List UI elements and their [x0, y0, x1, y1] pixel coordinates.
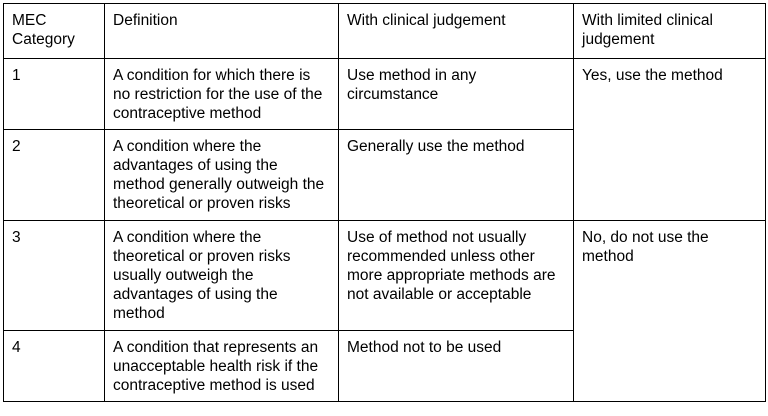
category-cell: 4 — [4, 331, 105, 402]
header-with-limited-clinical-judgement: With limited clinical judgement — [574, 4, 766, 59]
clinical-judgement-cell: Generally use the method — [339, 130, 574, 221]
category-cell: 1 — [4, 59, 105, 130]
mec-category-table — [3, 3, 766, 402]
header-mec-category: MEC Category — [4, 4, 105, 59]
table-row — [4, 59, 766, 130]
header-row — [4, 4, 766, 59]
definition-cell: A condition that represents an unacceptable health risk if the contraceptive method is used — [105, 331, 339, 402]
header-definition: Definition — [105, 4, 339, 59]
table-row — [4, 221, 766, 331]
clinical-judgement-cell: Use of method not usually recommended unless other more appropriate methods are not available or acceptable — [339, 221, 574, 331]
category-cell: 3 — [4, 221, 105, 331]
category-cell: 2 — [4, 130, 105, 221]
clinical-judgement-cell: Use method in any circumstance — [339, 59, 574, 130]
definition-cell: A condition where the theoretical or proven risks usually outweigh the advantages of using the method — [105, 221, 339, 331]
limited-judgement-cell: No, do not use the method — [574, 221, 766, 402]
definition-cell: A condition where the advantages of using the method generally outweigh the theoretical or proven risks — [105, 130, 339, 221]
limited-judgement-cell: Yes, use the method — [574, 59, 766, 221]
header-with-clinical-judgement: With clinical judgement — [339, 4, 574, 59]
definition-cell: A condition for which there is no restriction for the use of the contraceptive method — [105, 59, 339, 130]
clinical-judgement-cell: Method not to be used — [339, 331, 574, 402]
